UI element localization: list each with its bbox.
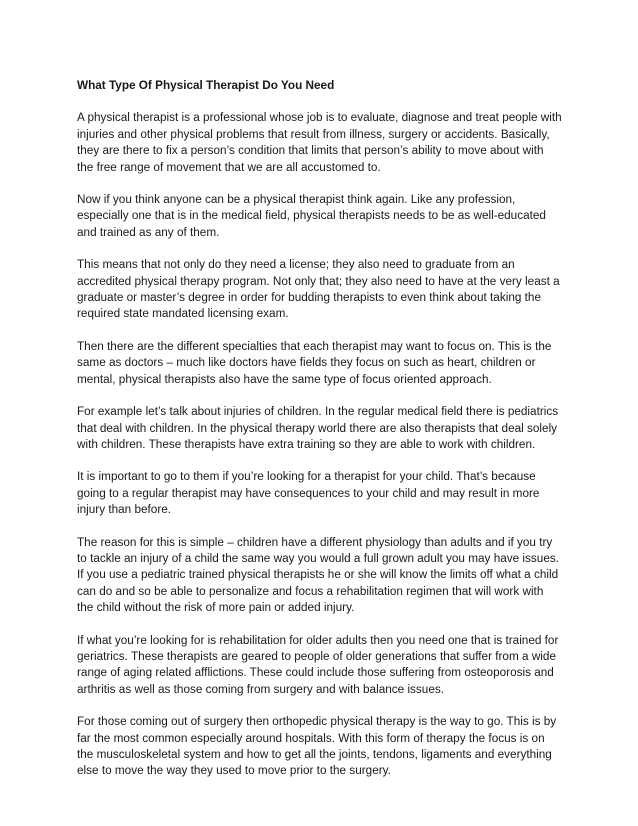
paragraph-8: If what you’re looking for is rehabilitation for older adults then you need one that is trained for geriatrics. These therapists are geared to people of older generations that suffer from a wide range of aging related afflictions. These could include those suffering from osteoporosis and arthritis as well as those coming from surgery and with balance issues. [77,633,559,696]
document-body [77,78,562,796]
paragraph-9: For those coming out of surgery then orthopedic physical therapy is the way to go. This is by far the most common especially around hospitals. With this form of therapy the focus is on the musculoskeletal system and how to get all the joints, tendons, ligaments and everything else to move the way they used to move prior to the surgery. [77,715,557,778]
paragraph-5: For example let’s talk about injuries of children. In the regular medical field there is pediatrics that deal with children. In the physical therapy world there are also therapists that deal solely with children. These therapists have extra training so they are able to work with children. [77,405,559,451]
paragraph-1: A physical therapist is a professional whose job is to evaluate, diagnose and treat people with injuries and other physical problems that result from illness, surgery or accidents. Basically, they are there to fix a person’s condition that limits that person’s ability to move about with the free range of movement that we are all accustomed to. [77,111,562,174]
document-title: What Type Of Physical Therapist Do You Need [77,79,335,92]
paragraph-6: It is important to go to them if you’re looking for a therapist for your child. That’s because going to a regular therapist may have consequences to your child and may result in more injury than before. [77,470,540,517]
paragraph-3: This means that not only do they need a license; they also need to graduate from an accredited physical therapy program. Not only that; they also need to have at the very least a graduate or master’s degree in order for budding therapists to even think about taking the required state mandated licensing exam. [77,258,560,321]
paragraph-7: The reason for this is simple – children have a different physiology than adults and if you try to tackle an injury of a child the same way you would a full grown adult you may have issues. If you use a pediatric trained physical therapists he or she will know the limits off what a child can do and so be able to personalize and focus a rehabilitation regimen that will work with the child without the risk of more pain or added injury. [77,535,560,615]
paragraph-4: Then there are the different specialties that each therapist may want to focus on. This is the same as doctors – much like doctors have fields they focus on such as heart, children or mental, physical therapists also have the same type of focus oriented approach. [77,339,552,386]
paragraph-2: Now if you think anyone can be a physical therapist think again. Like any profession, especially one that is in the medical field, physical therapists needs to be as well-educated and trained as any of them. [77,193,546,239]
